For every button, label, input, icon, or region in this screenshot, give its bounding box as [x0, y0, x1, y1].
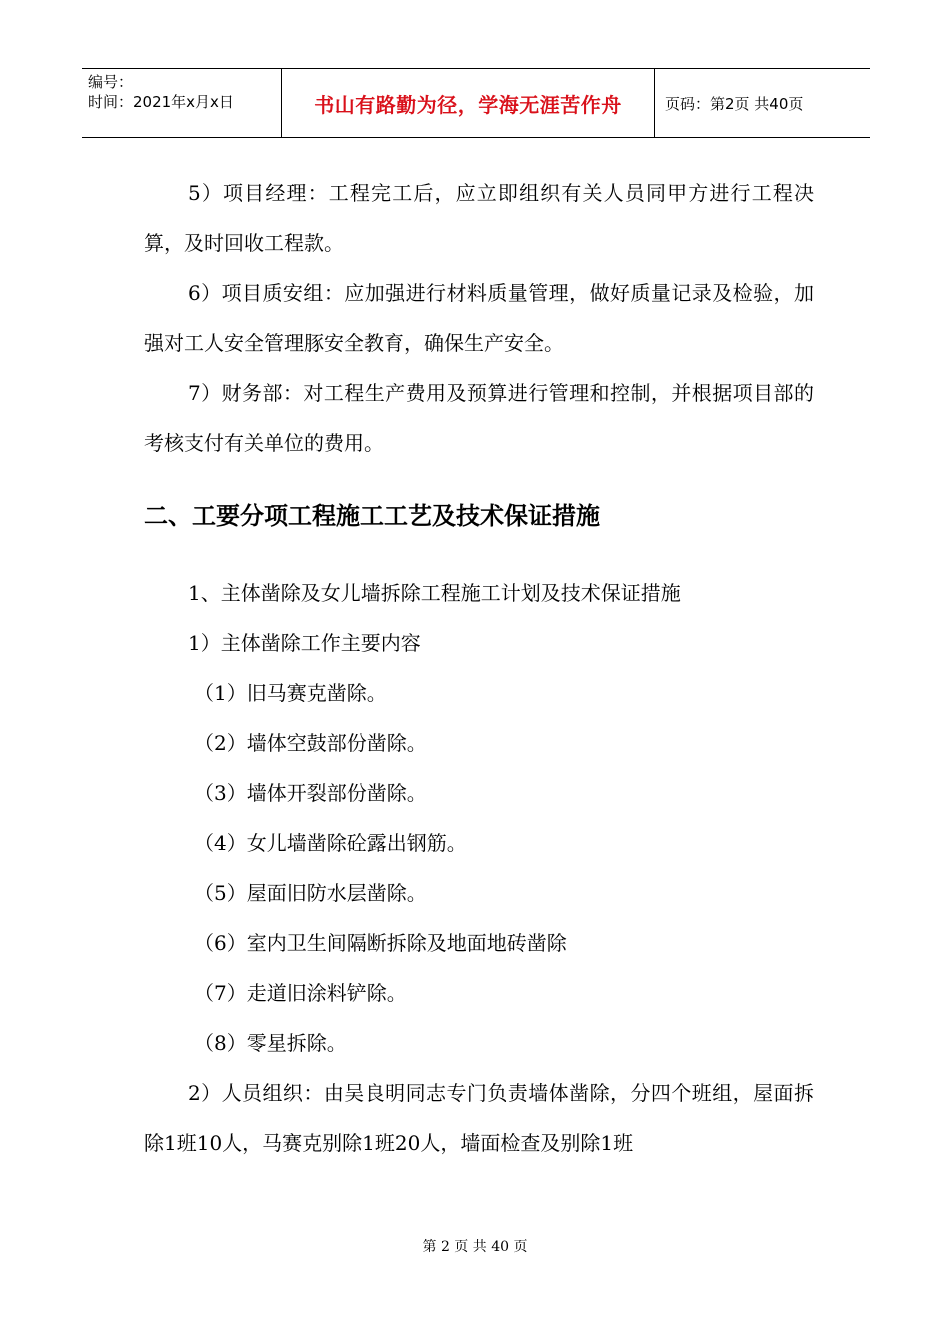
paragraph-finance: 7）财务部：对工程生产费用及预算进行管理和控制，并根据项目部的考核支付有关单位的费用。: [144, 381, 814, 455]
paragraph-project-manager: 5）项目经理：工程完工后，应立即组织有关人员同甲方进行工程决算，及时回收工程款。: [144, 181, 814, 255]
list-item: （1）旧马赛克凿除。: [194, 681, 387, 705]
list-item: （8）零星拆除。: [194, 1031, 347, 1055]
document-header: [82, 68, 870, 138]
paragraph-staffing: 2）人员组织：由吴良明同志专门负责墙体凿除，分四个班组，屋面拆除1班10人，马赛克别除1班20人，墙面检查及别除1班: [144, 1081, 814, 1155]
section-title: 二、工要分项工程施工工艺及技术保证措施: [144, 502, 600, 530]
list-item: （5）屋面旧防水层凿除。: [194, 881, 427, 905]
list-item: （3）墙体开裂部份凿除。: [194, 781, 427, 805]
subsection-item-heading: 1）主体凿除工作主要内容: [188, 631, 421, 655]
document-time-label: 时间：2021年x月x日: [88, 93, 234, 111]
paragraph-quality-safety: 6）项目质安组：应加强进行材料质量管理，做好质量记录及检验，加强对工人安全管理豚安全教育，确保生产安全。: [144, 281, 814, 355]
list-item: （2）墙体空鼓部份凿除。: [194, 731, 427, 755]
page-footer: 第 2 页 共 40 页: [422, 1239, 528, 1255]
header-page-info: 页码：第2页 共40页: [665, 94, 804, 113]
header-slogan: 书山有路勤为径，学海无涯苦作舟: [282, 69, 655, 137]
subsection-heading: 1、主体凿除及女儿墙拆除工程施工计划及技术保证措施: [188, 581, 681, 605]
list-item: （7）走道旧涂料铲除。: [194, 981, 407, 1005]
document-number-label: 编号：: [88, 73, 134, 91]
list-item: （4）女儿墙凿除砼露出钢筋。: [194, 831, 467, 855]
document-body: [144, 168, 814, 1168]
header-meta-cell: [82, 69, 282, 137]
list-item: （6）室内卫生间隔断拆除及地面地砖凿除: [194, 931, 567, 955]
